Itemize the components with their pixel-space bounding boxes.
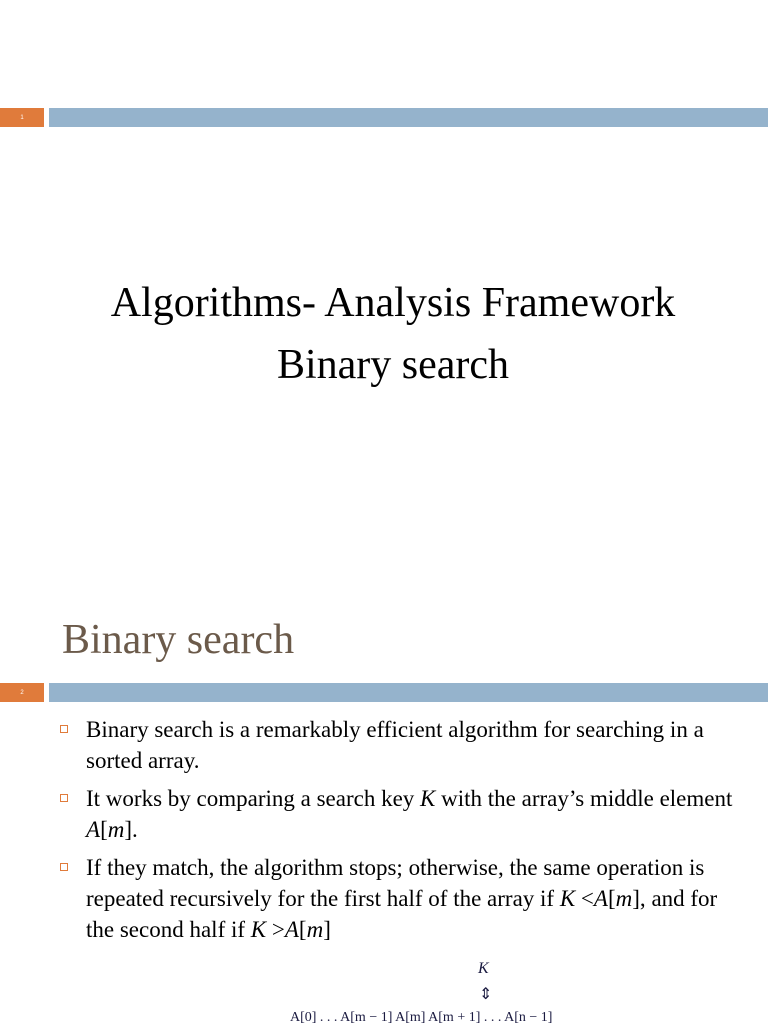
slide-header-bar — [0, 108, 768, 127]
slide-header-bar — [0, 683, 768, 702]
figure-key-label: K — [478, 960, 489, 977]
square-bullet-icon — [60, 725, 68, 733]
slide-number: 2 — [0, 683, 44, 702]
slide-2 — [0, 576, 768, 1024]
slide-title: Binary search — [62, 617, 295, 663]
slide-title — [0, 272, 768, 396]
bullet-item: If they match, the algorithm stops; otherwise, the same operation is repeated recursively for the first half of the array if K <A[m], and for the second half if K >A[m] — [60, 852, 740, 945]
figure-array-row: A[0] . . . A[m − 1] A[m] A[m + 1] . . . A[n − 1] — [290, 1010, 553, 1025]
bullet-list — [60, 714, 740, 952]
header-bar-fill — [49, 683, 768, 702]
binary-search-figure — [290, 960, 730, 1030]
slide-number: 1 — [0, 108, 44, 127]
square-bullet-icon — [60, 794, 68, 802]
header-bar-fill — [49, 108, 768, 127]
square-bullet-icon — [60, 863, 68, 871]
up-down-arrow-icon: ⇕ — [479, 986, 493, 1003]
title-line-1: Algorithms- Analysis Framework — [110, 280, 676, 326]
title-line-2: Binary search — [276, 342, 510, 388]
bullet-item: Binary search is a remarkably efficient algorithm for searching in a sorted array. — [60, 714, 740, 776]
bullet-item: It works by comparing a search key K with the array’s middle element A[m]. — [60, 783, 740, 845]
